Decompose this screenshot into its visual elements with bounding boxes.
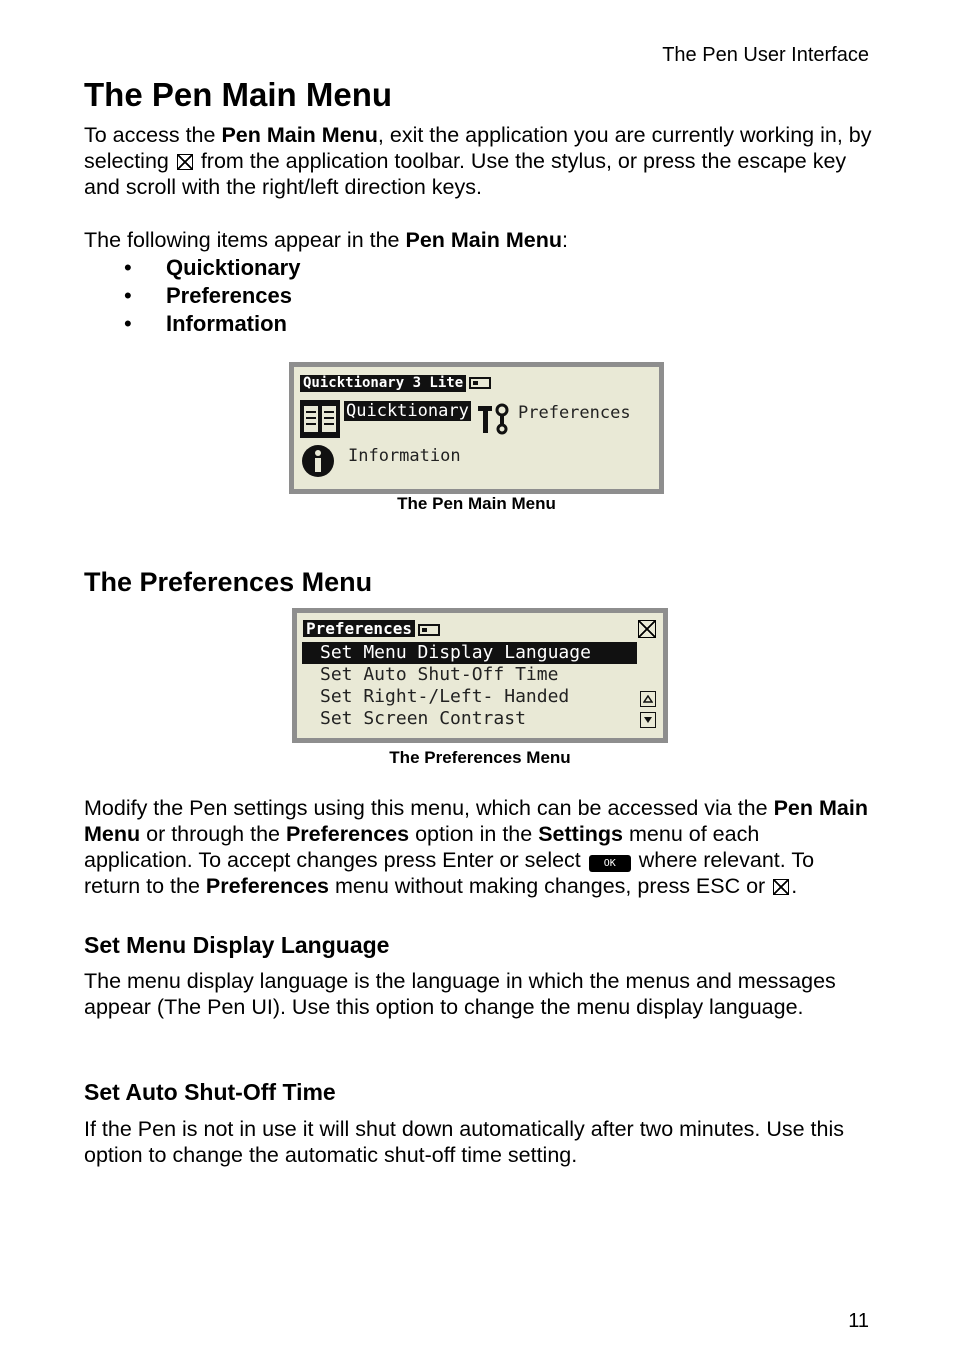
list-item: • Information [120,310,300,338]
battery-icon [418,624,440,636]
battery-icon [469,377,491,389]
list-item: • Preferences [120,282,300,310]
close-icon [177,154,193,170]
menu-item-label: Quicktionary [346,401,469,421]
screen-title-bar [303,619,440,638]
figure-caption-preferences: The Preferences Menu [389,748,571,767]
preferences-menu-screenshot [292,608,668,743]
tools-icon [476,403,512,439]
menu-item-information[interactable] [300,444,461,482]
screen-title: Quicktionary 3 Lite [300,375,466,392]
subsection-title-language: Set Menu Display Language [84,932,390,958]
scroll-up-button[interactable] [640,691,656,707]
book-icon [300,400,340,442]
language-body-paragraph: The menu display language is the language in which the menus and messages appear (The Pen UI). Use this option to change the menu display language. [84,969,836,1019]
screen-title-bar [300,372,491,392]
arrow-up-icon [643,695,653,703]
close-icon [773,879,789,895]
pref-row-menu-language[interactable]: Set Menu Display Language [302,642,637,664]
preferences-list [302,642,637,730]
page-title: The Pen Main Menu [84,76,393,113]
subsection-title-shutoff: Set Auto Shut-Off Time [84,1079,336,1105]
shutoff-body-paragraph: If the Pen is not in use it will shut down automatically after two minutes. Use this option to change the automatic shut-off time setting. [84,1117,845,1167]
section-title-preferences: The Preferences Menu [84,567,373,597]
intro-paragraph: To access the Pen Main Menu, exit the application you are currently working in, by selecting from the application toolbar. Use the stylus, or press the escape key and scroll with the right/left direction keys. [84,123,872,199]
menu-item-preferences[interactable] [476,403,631,439]
running-header: The Pen User Interface [662,44,869,66]
figure-caption-main-menu: The Pen Main Menu [397,494,556,513]
arrow-down-icon [643,716,653,724]
preferences-body-paragraph: Modify the Pen settings using this menu, which can be accessed via the Pen Main Menu or through the Preferences option in the Settings menu of each application. To accept changes press Enter or select OK where relevant. To return to the Preferences menu without making changes, press ESC or . [84,796,868,898]
screen-title: Preferences [303,620,415,637]
pref-row-screen-contrast[interactable]: Set Screen Contrast [320,708,526,729]
info-icon [300,444,336,482]
page-number: 11 [848,1310,869,1332]
list-intro-paragraph: The following items appear in the Pen Main Menu: [84,228,568,252]
ok-button-icon: OK [589,855,631,872]
list-item: • Quicktionary [120,254,300,282]
menu-item-label: Information [348,446,461,466]
menu-item-quicktionary[interactable] [300,400,471,442]
main-menu-screenshot [289,362,664,494]
pref-row-handedness[interactable]: Set Right-/Left- Handed [320,686,570,707]
menu-item-label: Preferences [518,403,631,423]
main-menu-items-list [120,254,300,338]
pref-row-auto-shutoff[interactable]: Set Auto Shut-Off Time [320,664,559,685]
scroll-down-button[interactable] [640,712,656,728]
close-icon[interactable] [638,620,656,638]
